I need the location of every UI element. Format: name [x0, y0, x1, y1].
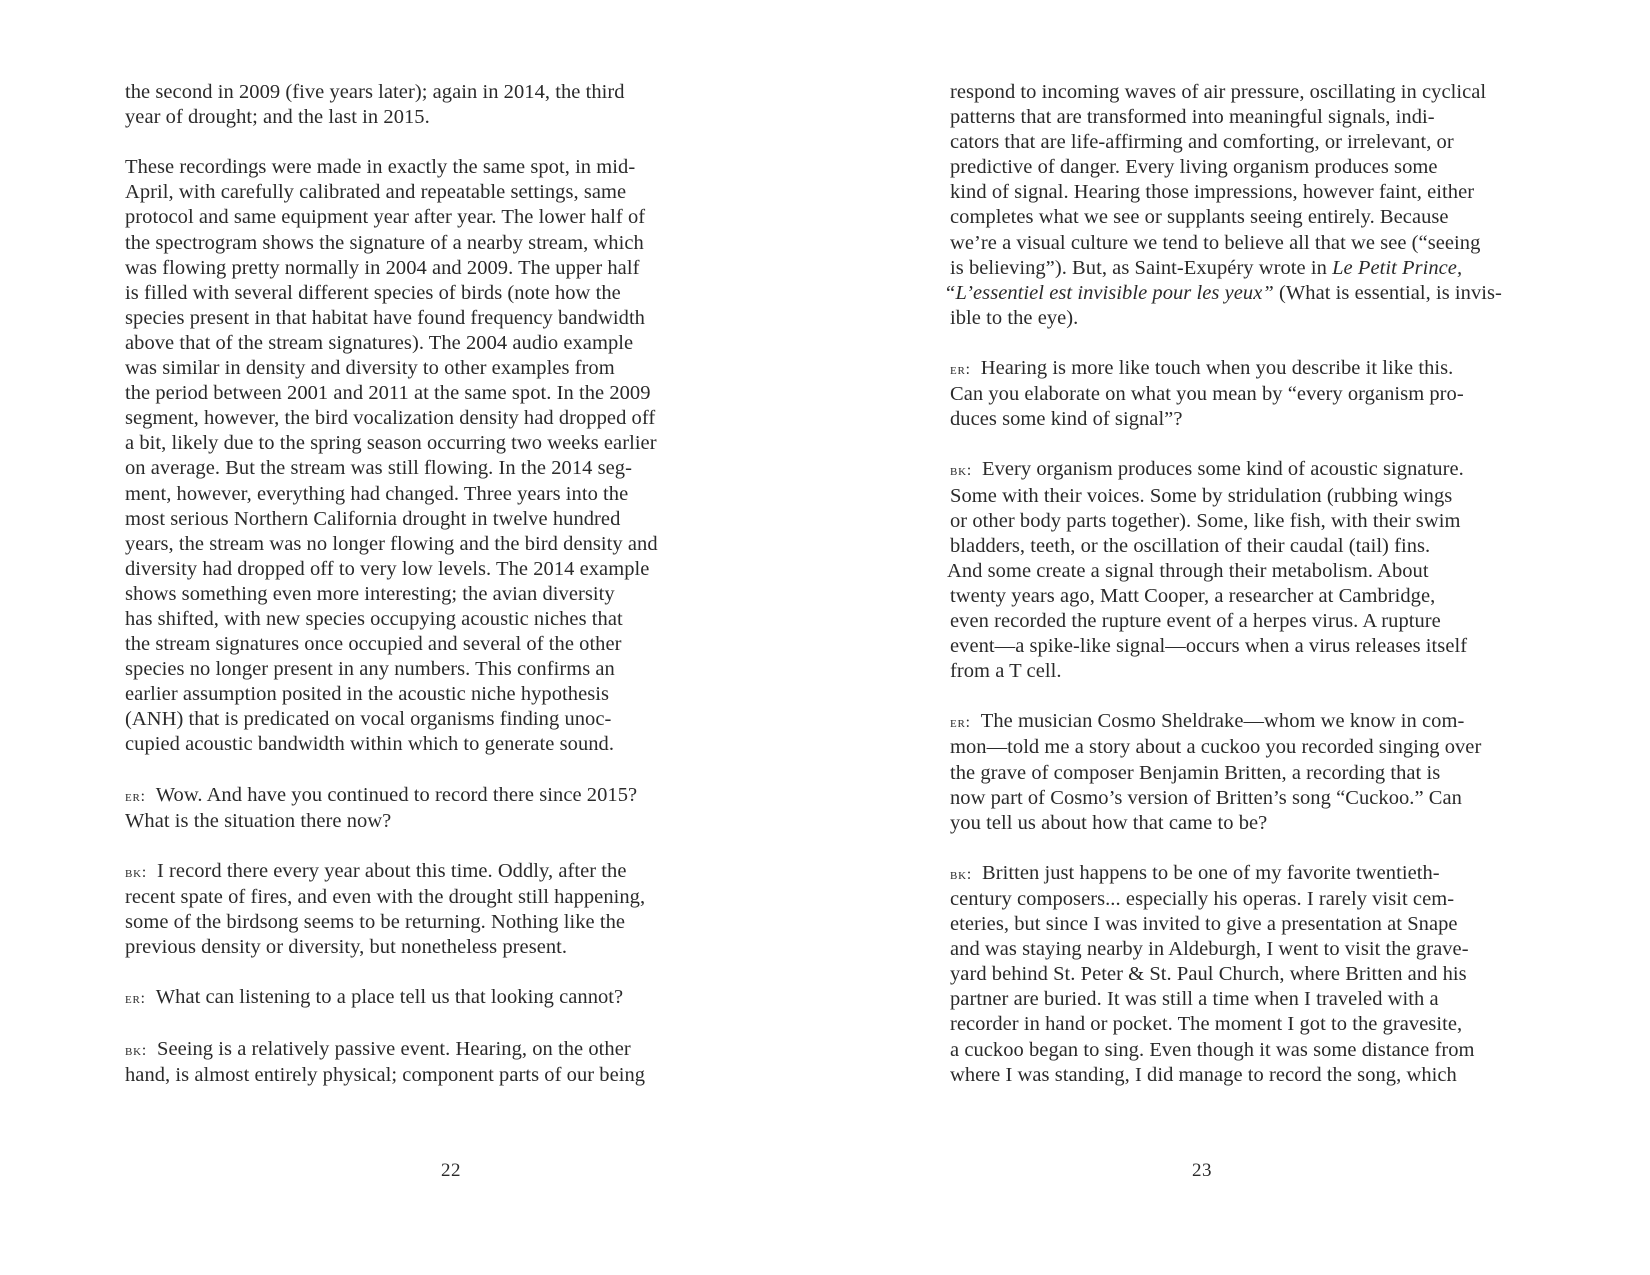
text-line: hand, is almost entirely physical; component parts of our being: [125, 1063, 646, 1086]
text-line: diversity had dropped off to very low levels. The 2014 example: [125, 557, 650, 580]
speaker-text: Wow. And have you continued to record there since 2015?: [155, 783, 638, 806]
text-line: [950, 356, 1545, 382]
text-line: the spectrogram shows the signature of a nearby stream, which: [125, 231, 644, 254]
text-line: or other body parts together). Some, like fish, with their swim: [950, 509, 1461, 532]
text-line: [950, 457, 1545, 483]
text-segment: (What is essential, is invis-: [1273, 281, 1502, 304]
text-line: previous density or diversity, but nonetheless present.: [125, 936, 568, 959]
paragraph-continuation: [944, 80, 1545, 331]
text-line: the period between 2001 and 2011 at the same spot. In the 2009: [125, 382, 651, 405]
text-line: was similar in density and diversity to other examples from: [125, 357, 615, 380]
text-line: year of drought; and the last in 2015.: [125, 106, 430, 129]
interview-answer: [947, 457, 1545, 684]
speaker-label: bk:: [950, 865, 972, 883]
right-page-text: [944, 80, 1545, 1113]
speaker-label: bk:: [125, 1041, 147, 1059]
paragraph-continuation: [125, 80, 715, 130]
text-line: species present in that habitat have found frequency bandwidth: [125, 306, 645, 329]
text-line: most serious Northern California drought in twelve hundred: [125, 507, 621, 530]
interview-question: [950, 709, 1545, 835]
page-number: 23: [1192, 1160, 1212, 1181]
speaker-text: Hearing is more like touch when you describe it like this.: [980, 357, 1454, 380]
text-line: partner are buried. It was still a time when I traveled with a: [950, 988, 1439, 1011]
text-line: was flowing pretty normally in 2004 and 2009. The upper half: [125, 256, 640, 279]
interview-question: [125, 783, 715, 834]
text-line: Some with their voices. Some by stridulation (rubbing wings: [950, 484, 1453, 507]
text-line: and was staying nearby in Aldeburgh, I went to visit the grave-: [950, 938, 1469, 961]
text-line: recent spate of fires, and even with the drought still happening,: [125, 886, 646, 908]
interview-answer: [125, 1037, 715, 1088]
text-line: where I was standing, I did manage to record the song, which: [950, 1063, 1457, 1086]
text-line: respond to incoming waves of air pressure, oscillating in cyclical: [950, 81, 1487, 103]
speaker-text: What can listening to a place tell us that looking cannot?: [155, 986, 624, 1009]
text-line: [950, 256, 1545, 281]
interview-answer: [950, 861, 1545, 1088]
left-page-text: [125, 80, 715, 1113]
speaker-label: bk:: [950, 462, 972, 480]
text-line: [125, 1037, 715, 1063]
text-segment: is believing”). But, as Saint-Exupéry wrote in: [950, 256, 1333, 279]
text-line: event—a spike-like signal—occurs when a virus releases itself: [950, 635, 1468, 658]
text-line: ment, however, everything had changed. Three years into the: [125, 482, 629, 505]
text-line: century composers... especially his operas. I rarely visit cem-: [950, 888, 1455, 910]
text-line: [125, 783, 715, 809]
text-line: [125, 985, 715, 1011]
interview-question: [125, 985, 715, 1011]
text-line: you tell us about how that came to be?: [950, 811, 1268, 834]
text-line: cators that are life-affirming and comforting, or irrelevant, or: [950, 131, 1454, 154]
text-line: from a T cell.: [950, 660, 1062, 683]
text-line: [944, 281, 1545, 306]
text-line: shows something even more interesting; the avian diversity: [125, 582, 615, 605]
text-line: a bit, likely due to the spring season occurring two weeks earlier: [125, 432, 657, 455]
text-line: segment, however, the bird vocalization density had dropped off: [125, 407, 656, 430]
text-line: yard behind St. Peter & St. Paul Church, where Britten and his: [950, 963, 1467, 986]
speaker-label: er:: [950, 714, 971, 732]
text-line: cupied acoustic bandwidth within which to generate sound.: [125, 733, 615, 756]
text-line: What is the situation there now?: [125, 809, 392, 832]
speaker-label: bk:: [125, 863, 147, 881]
text-line: completes what we see or supplants seeing entirely. Because: [950, 206, 1449, 229]
text-line: (ANH) that is predicated on vocal organisms finding unoc-: [125, 708, 612, 731]
speaker-text: I record there every year about this time. Oddly, after the: [157, 859, 627, 882]
text-line: [950, 861, 1545, 887]
speaker-text: Britten just happens to be one of my favorite twentieth-: [982, 861, 1440, 884]
book-title: Le Petit Prince,: [1332, 256, 1463, 279]
right-page: [825, 0, 1650, 1275]
text-line: is filled with several different species of birds (note how the: [125, 281, 621, 304]
speaker-text: The musician Cosmo Sheldrake—whom we know in com-: [980, 710, 1465, 733]
text-line: duces some kind of signal”?: [950, 408, 1183, 431]
interview-question: [950, 356, 1545, 432]
speaker-text: Seeing is a relatively passive event. Hearing, on the other: [157, 1037, 631, 1060]
text-line: the second in 2009 (five years later); again in 2014, the third: [125, 81, 625, 103]
text-line: April, with carefully calibrated and repeatable settings, same: [125, 181, 627, 204]
text-line: And some create a signal through their metabolism. About: [947, 559, 1429, 582]
text-line: These recordings were made in exactly the same spot, in mid-: [125, 156, 636, 179]
text-line: [125, 859, 715, 885]
text-line: bladders, teeth, or the oscillation of their caudal (tail) fins.: [950, 534, 1431, 557]
page-number: 22: [441, 1160, 461, 1181]
text-line: predictive of danger. Every living organism produces some: [950, 156, 1438, 179]
text-line: a cuckoo began to sing. Even though it was some distance from: [950, 1038, 1475, 1061]
speaker-label: er:: [125, 990, 146, 1008]
interview-answer: [125, 859, 715, 960]
text-line: earlier assumption posited in the acoustic niche hypothesis: [125, 683, 610, 706]
text-line: on average. But the stream was still flowing. In the 2014 seg-: [125, 457, 632, 480]
text-line: the stream signatures once occupied and several of the other: [125, 633, 622, 656]
text-line: recorder in hand or pocket. The moment I got to the gravesite,: [950, 1013, 1463, 1036]
text-line: patterns that are transformed into meaningful signals, indi-: [950, 106, 1435, 129]
french-quote: “L’essentiel est invisible pour les yeux”: [944, 281, 1274, 304]
text-line: ible to the eye).: [950, 306, 1079, 329]
text-line: we’re a visual culture we tend to believe all that we see (“seeing: [950, 231, 1481, 254]
text-line: the grave of composer Benjamin Britten, a recording that is: [950, 761, 1441, 784]
text-line: Can you elaborate on what you mean by “every organism pro-: [950, 383, 1464, 406]
speaker-text: Every organism produces some kind of acoustic signature.: [982, 458, 1464, 481]
text-line: has shifted, with new species occupying acoustic niches that: [125, 607, 623, 630]
text-line: kind of signal. Hearing those impressions, however faint, either: [950, 181, 1475, 204]
speaker-label: er:: [125, 787, 146, 805]
text-line: even recorded the rupture event of a herpes virus. A rupture: [950, 609, 1441, 632]
text-line: twenty years ago, Matt Cooper, a researcher at Cambridge,: [950, 584, 1436, 607]
text-line: some of the birdsong seems to be returning. Nothing like the: [125, 911, 626, 934]
text-line: mon—told me a story about a cuckoo you recorded singing over: [950, 736, 1482, 759]
text-line: above that of the stream signatures). The 2004 audio example: [125, 331, 634, 354]
text-line: species no longer present in any numbers. This confirms an: [125, 658, 615, 681]
paragraph-recordings: [125, 155, 715, 757]
text-line: now part of Cosmo’s version of Britten’s song “Cuckoo.” Can: [950, 786, 1462, 809]
text-line: eteries, but since I was invited to give a presentation at Snape: [950, 913, 1458, 936]
speaker-label: er:: [950, 361, 971, 379]
text-line: years, the stream was no longer flowing and the bird density and: [125, 532, 658, 555]
text-line: [950, 709, 1545, 735]
text-line: protocol and same equipment year after year. The lower half of: [125, 206, 646, 229]
